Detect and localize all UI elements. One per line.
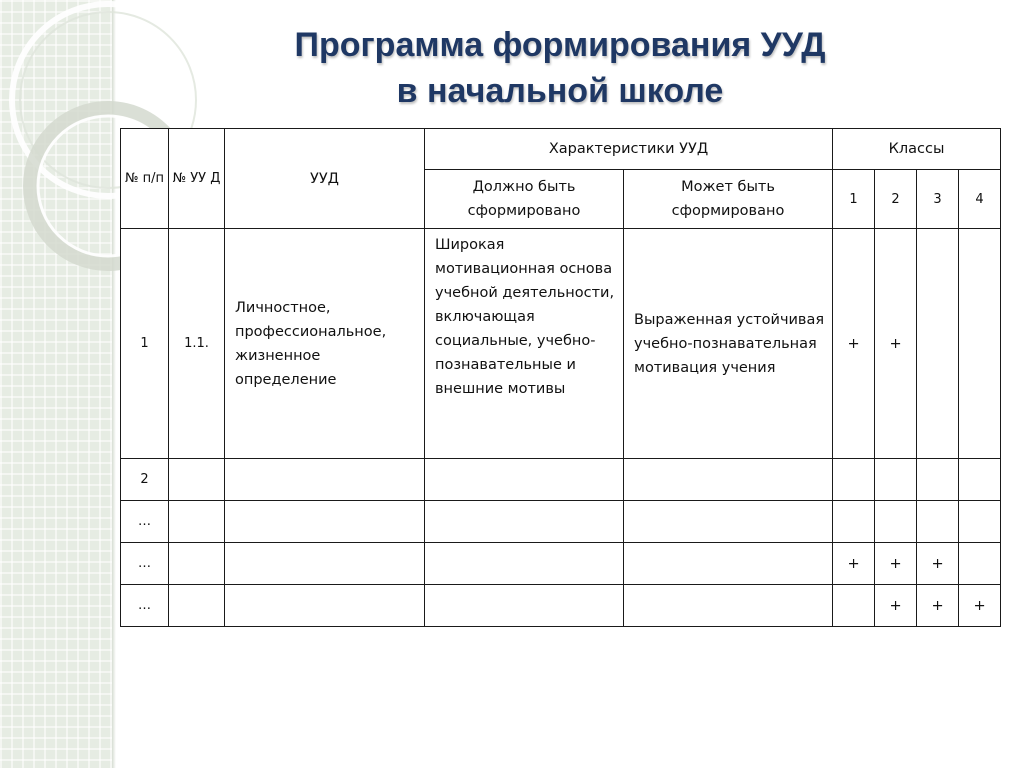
cell-grade-4 xyxy=(959,459,1001,501)
cell-grade-1: + xyxy=(833,229,875,459)
header-grade-4: 4 xyxy=(959,170,1001,229)
title-line-2: в начальной школе xyxy=(396,72,724,110)
cell-grade-2 xyxy=(875,459,917,501)
cell-uud xyxy=(225,585,425,627)
cell-grade-2 xyxy=(875,501,917,543)
cell-uud-num xyxy=(169,459,225,501)
cell-may-be xyxy=(624,459,833,501)
cell-grade-2: + xyxy=(875,543,917,585)
cell-uud-num: 1.1. xyxy=(169,229,225,459)
header-may-be: Может быть сформировано xyxy=(624,170,833,229)
table-row xyxy=(121,543,1001,585)
cell-must-be xyxy=(425,585,624,627)
cell-grade-1 xyxy=(833,459,875,501)
table-row xyxy=(121,459,1001,501)
cell-must-be: Широкая мотивационная основа учебной деятельности, включающая социальные, учебно-познавательные и внешние мотивы xyxy=(425,229,624,459)
cell-num: … xyxy=(121,585,169,627)
cell-uud: Личностное, профессиональное, жизненное определение xyxy=(225,229,425,459)
header-num: № п/п xyxy=(121,129,169,229)
cell-grade-2: + xyxy=(875,229,917,459)
cell-grade-3 xyxy=(917,501,959,543)
cell-num: 1 xyxy=(121,229,169,459)
cell-grade-1: + xyxy=(833,543,875,585)
cell-uud-num xyxy=(169,501,225,543)
cell-num: … xyxy=(121,543,169,585)
cell-uud xyxy=(225,501,425,543)
header-must-be: Должно быть сформировано xyxy=(425,170,624,229)
cell-may-be xyxy=(624,543,833,585)
uud-program-table xyxy=(120,128,1001,627)
cell-grade-4: + xyxy=(959,585,1001,627)
cell-may-be: Выраженная устойчивая учебно-познавательная мотивация учения xyxy=(624,229,833,459)
cell-grade-3: + xyxy=(917,543,959,585)
cell-grade-1 xyxy=(833,501,875,543)
cell-grade-3: + xyxy=(917,585,959,627)
header-uud-num: № УУ Д xyxy=(169,129,225,229)
cell-grade-4 xyxy=(959,229,1001,459)
cell-uud xyxy=(225,459,425,501)
header-classes: Классы xyxy=(833,129,1001,170)
cell-uud xyxy=(225,543,425,585)
table-row xyxy=(121,229,1001,459)
header-row-1 xyxy=(121,129,1001,170)
title-line-1: Программа формирования УУД xyxy=(294,26,826,64)
header-characteristics: Характеристики УУД xyxy=(425,129,833,170)
cell-num: 2 xyxy=(121,459,169,501)
cell-grade-2: + xyxy=(875,585,917,627)
cell-may-be xyxy=(624,585,833,627)
header-grade-1: 1 xyxy=(833,170,875,229)
cell-uud-num xyxy=(169,543,225,585)
cell-grade-3 xyxy=(917,229,959,459)
cell-grade-1 xyxy=(833,585,875,627)
cell-grade-4 xyxy=(959,501,1001,543)
cell-must-be xyxy=(425,501,624,543)
table-row xyxy=(121,501,1001,543)
table-row xyxy=(121,585,1001,627)
cell-may-be xyxy=(624,501,833,543)
cell-grade-3 xyxy=(917,459,959,501)
cell-uud-num xyxy=(169,585,225,627)
cell-must-be xyxy=(425,459,624,501)
header-uud: УУД xyxy=(225,129,425,229)
header-grade-3: 3 xyxy=(917,170,959,229)
cell-num: … xyxy=(121,501,169,543)
cell-must-be xyxy=(425,543,624,585)
cell-grade-4 xyxy=(959,543,1001,585)
page-title xyxy=(240,22,880,114)
header-grade-2: 2 xyxy=(875,170,917,229)
